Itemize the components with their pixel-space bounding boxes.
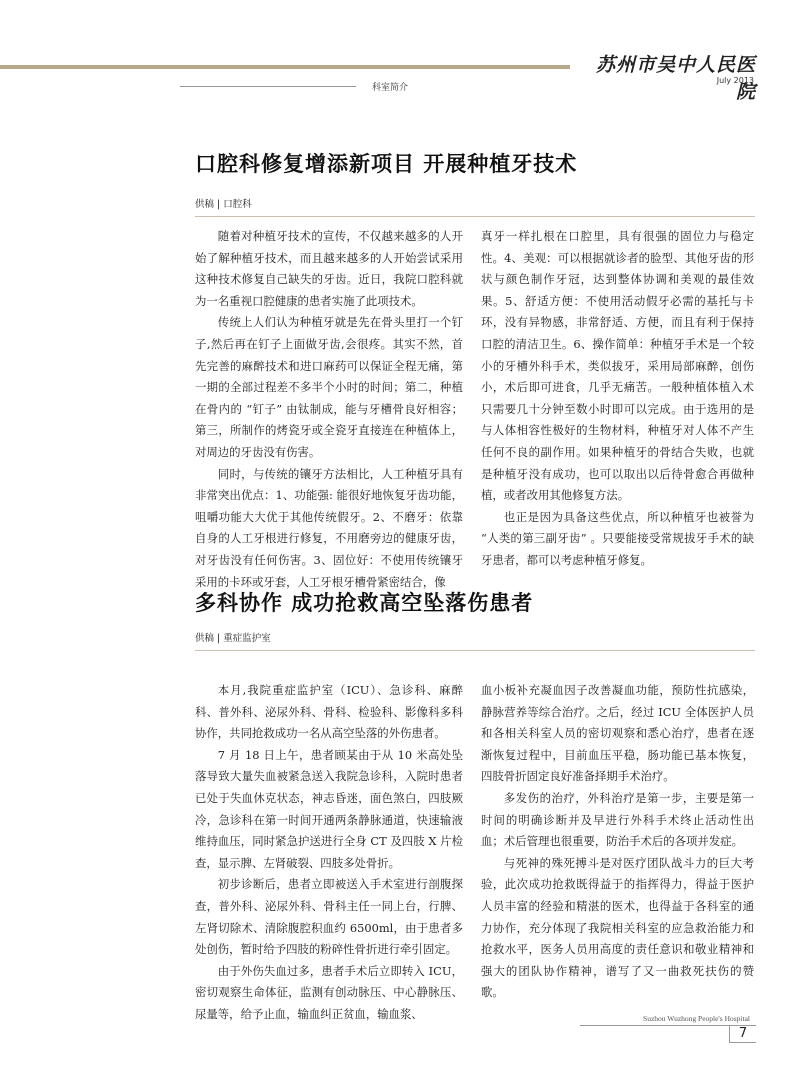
article1-right-column xyxy=(481,226,754,572)
article1-right-paragraph: 真牙一样扎根在口腔里，具有很强的固位力与稳定性。4、美观：可以根据就诊者的脸型、其他牙齿的形状与颜色制作牙冠，达到整体协调和美观的最佳效果。5、舒适方便：不使用活动假牙必需的基托与卡环，没有异物感，非常舒适、方便，而且有利于保持口腔的清洁卫生。6、操作简单：种植牙手术是一个较小的牙槽外科手术，类似拔牙，采用局部麻醉，创伤小，术后即可进食，几乎无痛苦。一般种植体植入术只需要几十分钟至数小时即可以完成。由于选用的是与人体相容性极好的生物材料，种植牙对人体不产生任何不良的副作用。如果种植牙的骨结合失败，也就是种植牙没有成功，也可以取出以后待骨愈合再做种植，或者改用其他修复方法。 xyxy=(481,229,754,503)
article2-left-paragraph: 由于外伤失血过多，患者手术后立即转入 ICU，密切观察生命体征，监测有创动脉压、中心静脉压、尿量等，给予止血，输血纠正贫血，输血浆、 xyxy=(195,963,463,1021)
page-number: 7 xyxy=(729,1026,756,1043)
article2-right-paragraph: 多发伤的治疗，外科治疗是第一步，主要是第一时间的明确诊断并及早进行外科手术终止活动性出血；术后管理也很重要，防治手术后的各项并发症。 xyxy=(481,790,754,849)
article2-left-column xyxy=(195,680,463,1026)
section-rule xyxy=(180,86,356,87)
article1-left-paragraph: 同时，与传统的镶牙方法相比，人工种植牙具有非常突出优点：1、功能强: 能很好地恢复牙齿功能，咀嚼功能大大优于其他传统假牙。2、不磨牙：依靠自身的人工牙根进行修复，不用磨旁边的健康牙齿，对牙齿没有任何伤害。3、固位好：不使用传统镶牙采用的卡环或牙套，人工牙根牙槽骨紧密结合，像 xyxy=(195,466,463,589)
article2-separator xyxy=(195,650,755,651)
header-rule xyxy=(0,65,570,69)
article1-left-column xyxy=(195,226,463,593)
article1-left-paragraph: 传统上人们认为种植牙就是先在骨头里打一个钉子,然后再在钉子上面做牙齿,会很疼。其实不然，首先完善的麻醉技术和进口麻药可以保证全程无痛，第一期的全部过程差不多半个小时的时间；第二，种植在骨内的 “钉子” 由钛制成，能与牙槽骨良好相容；第三，所制作的烤瓷牙或全瓷牙直接连在种植体上，对周边的牙齿没有伤害。 xyxy=(195,315,463,459)
article2-title: 多科协作 成功抢救高空坠落伤患者 xyxy=(195,591,534,615)
article2-left-paragraph: 初步诊断后，患者立即被送入手术室进行剖腹探查，普外科、泌尿外科、骨科主任一同上台，行脾、左肾切除术、清除腹腔积血约 6500ml，由于患者多处创伤，暂时给予四肢的粉碎性骨折进行牵引固定。 xyxy=(195,877,463,957)
hospital-name: 苏州市吴中人民医院 xyxy=(596,54,757,103)
article2-right-paragraph: 血小板补充凝血因子改善凝血功能，预防性抗感染，静脉营养等综合治疗。之后，经过 ICU 全体医护人员和各相关科室人员的密切观察和悉心治疗，患者在逐渐恢复过程中，目前血压平稳，肠功能已基本恢复，四肢骨折固定良好准备择期手术治疗。 xyxy=(481,683,754,784)
issue-date: July 2013 xyxy=(716,76,754,85)
article1-right-paragraph: 也正是因为具备这些优点，所以种植牙也被誉为 “人类的第三副牙齿” 。只要能接受常规拔牙手术的缺牙患者，都可以考虑种植牙修复。 xyxy=(481,509,754,567)
article2-right-column xyxy=(481,680,754,1004)
article2-byline: 供稿 | 重症监护室 xyxy=(195,633,271,644)
article1-title: 口腔科修复增添新项目 开展种植牙技术 xyxy=(195,152,578,176)
article1-left-paragraph: 随着对种植牙技术的宣传，不仅越来越多的人开始了解种植牙技术，而且越来越多的人开始尝试采用这种技术修复自己缺失的牙齿。近日，我院口腔科就为一名重视口腔健康的患者实施了此项技术。 xyxy=(195,229,463,308)
article2-left-paragraph: 本月,我院重症监护室（ICU）、急诊科、麻醉科、普外科、泌尿外科、骨科、检验科、影像科多科协作，共同抢救成功一名从高空坠落的外伤患者。 xyxy=(195,683,463,741)
footer-hospital-english: Suzhou Wuzhong People's Hospital xyxy=(643,1014,750,1023)
article2-left-paragraph: 7 月 18 日上午，患者顾某由于从 10 米高处坠落导致大量失血被紧急送入我院急诊科，入院时患者已处于失血休克状态，神志昏迷，面色煞白，四肢厥冷，急诊科在第一时间开通两条静脉通道，快速输液维持血压，同时紧急护送进行全身 CT 及四肢 X 片检查，显示脾、左肾破裂、四肢多处骨折。 xyxy=(195,747,463,870)
article1-byline: 供稿 | 口腔科 xyxy=(195,199,252,210)
article1-separator xyxy=(195,216,755,217)
section-label: 科室简介 xyxy=(372,83,409,93)
article2-right-paragraph: 与死神的殊死搏斗是对医疗团队战斗力的巨大考验，此次成功抢救既得益于的指挥得力，得益于医护人员丰富的经验和精湛的医术，也得益于各科室的通力协作，充分体现了我院相关科室的应急救治能力和抢救水平，医务人员用高度的责任意识和敬业精神和强大的团队协作精神，谱写了又一曲救死扶伤的赞歌。 xyxy=(481,855,754,1000)
